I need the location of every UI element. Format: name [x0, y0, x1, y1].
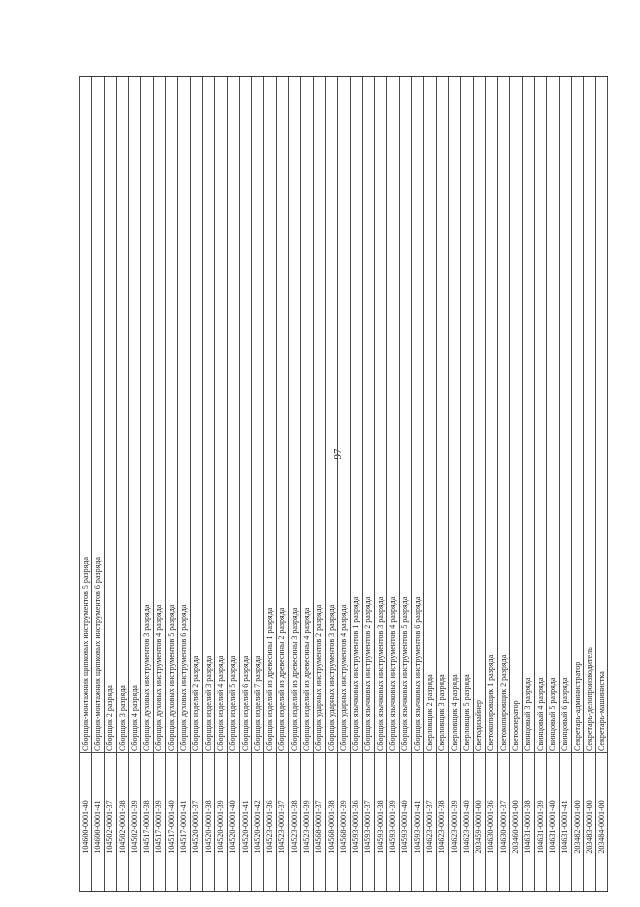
profession-code: 104517-0001-40 — [166, 800, 176, 854]
table-row — [288, 77, 300, 891]
profession-title: Сверловщик 3 разряда — [437, 674, 447, 751]
profession-code: 104593-0001-40 — [400, 800, 410, 854]
profession-code: 203482-0001-00 — [572, 800, 582, 854]
profession-code: 104568-0001-37 — [314, 800, 324, 854]
profession-code: 104630-0001-36 — [486, 800, 496, 854]
table-row — [522, 77, 534, 891]
profession-code: 104630-0001-37 — [498, 800, 508, 854]
profession-title: Сборщик ударных инструментов 4 разряда — [338, 604, 348, 751]
profession-title: Свинцовый 5 разряда — [547, 677, 557, 751]
cell-divider — [92, 752, 103, 753]
profession-code: 104520-0001-37 — [191, 800, 201, 854]
profession-code: 104623-0001-40 — [461, 800, 471, 854]
cell-divider — [486, 752, 497, 753]
cell-divider — [572, 752, 583, 753]
table-row — [386, 77, 398, 891]
profession-title: Сборщик изделий из древесины 3 разряда — [289, 607, 299, 751]
profession-title: Сборщик язычковых инструментов 2 разряда — [363, 596, 373, 751]
profession-title: Светокопировщик 1 разряда — [486, 654, 496, 751]
cell-divider — [387, 752, 398, 753]
cell-divider — [178, 752, 189, 753]
table-row — [239, 77, 251, 891]
table-row — [190, 77, 202, 891]
profession-title: Сборщик язычковых инструментов 5 разряда — [400, 596, 410, 751]
table-row — [583, 77, 595, 891]
profession-code: 104631-0001-40 — [547, 800, 557, 854]
profession-title: Сверловщик 5 разряда — [461, 674, 471, 751]
cell-divider — [474, 752, 485, 753]
profession-code: 104517-0001-38 — [142, 800, 152, 854]
profession-title: Сборщик ударных инструментов 3 разряда — [326, 604, 336, 751]
profession-title: Сборщик изделий 5 разряда — [228, 655, 238, 751]
table-row — [251, 77, 263, 891]
profession-title: Свинцовый 3 разряда — [523, 677, 533, 751]
cell-divider — [510, 752, 521, 753]
table-row — [91, 77, 103, 891]
cell-divider — [523, 752, 534, 753]
profession-code: 104520-0001-42 — [252, 800, 262, 854]
cell-divider — [326, 752, 337, 753]
profession-code: 104523-0001-36 — [265, 800, 275, 854]
profession-title: Сверловщик 4 разряда — [449, 674, 459, 751]
cell-divider — [277, 752, 288, 753]
cell-divider — [301, 752, 312, 753]
profession-title: Сборщик изделий 3 разряда — [203, 655, 213, 751]
table-row — [485, 77, 497, 891]
profession-title: Свинцовый 4 разряда — [535, 677, 545, 751]
profession-code: 203459-0001-00 — [474, 800, 484, 854]
profession-code: 104631-0001-39 — [535, 800, 545, 854]
profession-title: Сборщик ударных инструментов 2 разряда — [314, 604, 324, 751]
table-row — [374, 77, 386, 891]
profession-title: Сборщик язычковых инструментов 1 разряда — [351, 596, 361, 751]
profession-title: Сборщик язычковых инструментов 3 разряда — [375, 596, 385, 751]
profession-code: 104523-0001-38 — [289, 800, 299, 854]
profession-code: 104623-0001-38 — [437, 800, 447, 854]
table-row — [177, 77, 189, 891]
profession-code: 104523-0001-39 — [301, 800, 311, 854]
table-row — [460, 77, 472, 891]
cell-divider — [117, 752, 128, 753]
profession-code: 104623-0001-37 — [424, 800, 434, 854]
cell-divider — [498, 752, 509, 753]
table-row — [559, 77, 571, 891]
profession-title: Сборщик изделий 2 разряда — [191, 655, 201, 751]
table-row — [423, 77, 435, 891]
table-row — [276, 77, 288, 891]
table-row — [448, 77, 460, 891]
profession-code: 104593-0001-37 — [363, 800, 373, 854]
profession-code: 203484-0001-00 — [596, 800, 606, 854]
cell-divider — [129, 752, 140, 753]
profession-code: 104631-0001-41 — [560, 800, 570, 854]
profession-title: Сборщик 3 разряда — [117, 685, 127, 751]
profession-code: 104517-0001-41 — [179, 800, 189, 854]
profession-title: Сборщик язычковых инструментов 4 разряда — [388, 596, 398, 751]
profession-code: 104631-0001-38 — [523, 800, 533, 854]
table-row — [571, 77, 583, 891]
profession-title: Светооператор — [511, 700, 521, 751]
profession-code: 104593-0001-39 — [388, 800, 398, 854]
profession-code: 104593-0001-36 — [351, 800, 361, 854]
cell-divider — [264, 752, 275, 753]
cell-divider — [461, 752, 472, 753]
table-row — [534, 77, 546, 891]
profession-title: Сборщик-монтажник щипковых инструментов 5 разряда — [80, 557, 90, 751]
table-row — [263, 77, 275, 891]
cell-divider — [424, 752, 435, 753]
table-row — [104, 77, 116, 891]
profession-title: Сборщик духовых инструментов 4 разряда — [154, 604, 164, 751]
table-row — [79, 77, 91, 891]
profession-title: Сборщик изделий 4 разряда — [215, 655, 225, 751]
cell-divider — [596, 752, 606, 753]
profession-code: 104523-0001-37 — [277, 800, 287, 854]
profession-code: 104520-0001-38 — [203, 800, 213, 854]
profession-code: 104520-0001-40 — [228, 800, 238, 854]
cell-divider — [351, 752, 362, 753]
table-row — [399, 77, 411, 891]
cell-divider — [215, 752, 226, 753]
table-row — [473, 77, 485, 891]
profession-code: 104502-0001-37 — [105, 800, 115, 854]
table-row — [546, 77, 558, 891]
profession-code: 104502-0001-38 — [117, 800, 127, 854]
profession-title: Секретарь-делопроизводитель — [584, 647, 594, 751]
cell-divider — [535, 752, 546, 753]
page-number: 97 — [332, 448, 344, 460]
cell-divider — [584, 752, 595, 753]
table-row — [350, 77, 362, 891]
profession-code: 104520-0001-41 — [240, 800, 250, 854]
profession-title: Сборщик изделий 6 разряда — [240, 655, 250, 751]
cell-divider — [105, 752, 116, 753]
cell-divider — [363, 752, 374, 753]
profession-title: Свинцовый 6 разряда — [560, 677, 570, 751]
profession-title: Сборщик-монтажник щипковых инструментов 6 разряда — [92, 557, 102, 751]
cell-divider — [289, 752, 300, 753]
table-row — [337, 77, 349, 891]
profession-code: 104568-0001-38 — [326, 800, 336, 854]
profession-title: Сборщик изделий 7 разряда — [252, 655, 262, 751]
profession-code: 104593-0001-38 — [375, 800, 385, 854]
table-row — [300, 77, 312, 891]
cell-divider — [240, 752, 251, 753]
profession-code: 104600-0001-41 — [92, 800, 102, 854]
cell-divider — [203, 752, 214, 753]
profession-code: 104593-0001-41 — [412, 800, 422, 854]
cell-divider — [166, 752, 177, 753]
table-row — [165, 77, 177, 891]
table-row — [313, 77, 325, 891]
cell-divider — [560, 752, 571, 753]
profession-title: Секретарь-машинистка — [596, 671, 606, 751]
profession-code: 203483-0001-00 — [584, 800, 594, 854]
profession-title: Светодизайнер — [474, 700, 484, 751]
profession-title: Сверловщик 2 разряда — [424, 674, 434, 751]
table-row — [128, 77, 140, 891]
profession-code: 104517-0001-39 — [154, 800, 164, 854]
table-row — [153, 77, 165, 891]
profession-code: 104623-0001-39 — [449, 800, 459, 854]
cell-divider — [141, 752, 152, 753]
table-row — [497, 77, 509, 891]
cell-divider — [154, 752, 165, 753]
cell-divider — [449, 752, 460, 753]
cell-divider — [547, 752, 558, 753]
profession-code: 104600-0001-40 — [80, 800, 90, 854]
cell-divider — [412, 752, 423, 753]
table-row — [227, 77, 239, 891]
profession-title: Секретарь-администратор — [572, 661, 582, 751]
cell-divider — [80, 752, 91, 753]
cell-divider — [252, 752, 263, 753]
profession-code: 104520-0001-39 — [215, 800, 225, 854]
profession-title: Сборщик 4 разряда — [129, 685, 139, 751]
profession-title: Сборщик язычковых инструментов 6 разряда — [412, 596, 422, 751]
profession-title: Сборщик 2 разряда — [105, 685, 115, 751]
cell-divider — [400, 752, 411, 753]
profession-title: Сборщик изделий из древесины 2 разряда — [277, 607, 287, 751]
table-row — [362, 77, 374, 891]
table-row — [116, 77, 128, 891]
cell-divider — [314, 752, 325, 753]
profession-code: 104502-0001-39 — [129, 800, 139, 854]
cell-divider — [338, 752, 349, 753]
profession-title: Сборщик изделий из древесины 1 разряда — [265, 607, 275, 751]
table-row — [140, 77, 152, 891]
cell-divider — [228, 752, 239, 753]
profession-code: 104568-0001-39 — [338, 800, 348, 854]
cell-divider — [191, 752, 202, 753]
profession-code: 203460-0001-00 — [511, 800, 521, 854]
table-row — [325, 77, 337, 891]
table-row — [411, 77, 423, 891]
profession-title: Сборщик изделий из древесины 4 разряда — [301, 607, 311, 751]
table-row — [595, 77, 607, 891]
profession-title: Светокопировщик 2 разряда — [498, 654, 508, 751]
cell-divider — [375, 752, 386, 753]
table-row — [436, 77, 448, 891]
profession-table — [79, 76, 608, 892]
profession-title: Сборщик духовых инструментов 5 разряда — [166, 604, 176, 751]
cell-divider — [437, 752, 448, 753]
table-row — [509, 77, 521, 891]
table-row — [202, 77, 214, 891]
profession-title: Сборщик духовых инструментов 6 разряда — [179, 604, 189, 751]
profession-title: Сборщик духовых инструментов 3 разряда — [142, 604, 152, 751]
table-row — [214, 77, 226, 891]
